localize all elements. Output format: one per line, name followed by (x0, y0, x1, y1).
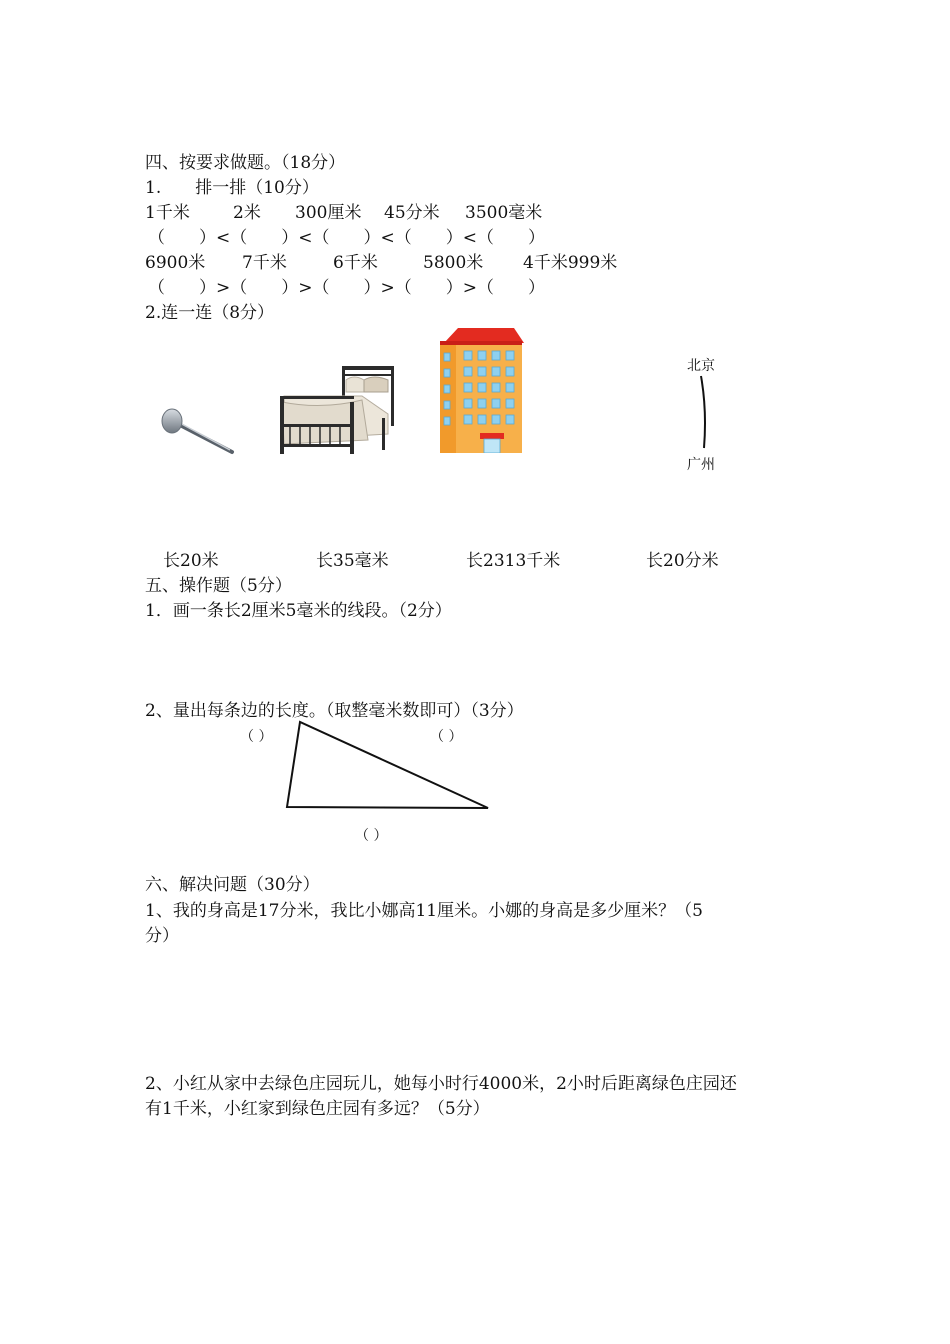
blank-bottom-side[interactable]: （ ） (355, 828, 388, 844)
bed-icon (276, 362, 398, 456)
row2-item: 6千米 (333, 253, 378, 273)
row2-blanks[interactable]: （ ）>（ ）>（ ）>（ ）>（ ） (148, 278, 545, 298)
row1-item: 45分米 (384, 203, 440, 223)
answer-label: 长20米 (163, 551, 219, 571)
row1-item: 1千米 (145, 203, 190, 223)
s6-q2-line2: 有1千米，小红家到绿色庄园有多远？（5分） (145, 1099, 490, 1119)
beijing-label: 北京 (687, 358, 715, 374)
row2-item: 4千米999米 (523, 253, 618, 273)
s6-q2-line1: 2、小红从家中去绿色庄园玩儿，她每小时行4000米，2小时后距离绿色庄园还 (145, 1074, 737, 1094)
row2-item: 5800米 (423, 253, 484, 273)
row1-blanks[interactable]: （ ）<（ ）<（ ）<（ ）<（ ） (148, 228, 545, 248)
blank-right-side[interactable]: （ ） (430, 729, 463, 745)
s6-q1-line2: 分） (145, 926, 179, 946)
s6-q1-line1: 1、我的身高是17分米，我比小娜高11厘米。小娜的身高是多少厘米？（5 (145, 901, 703, 921)
q1-title: 1. 排一排（10分） (145, 178, 319, 198)
answer-label: 长20分米 (646, 551, 719, 571)
route-line (695, 374, 715, 452)
section4-heading: 四、按要求做题。（18分） (145, 153, 346, 173)
row1-item: 2米 (233, 203, 261, 223)
guangzhou-label: 广州 (687, 457, 715, 473)
section6-heading: 六、解决问题（30分） (145, 875, 320, 895)
row1-item: 300厘米 (295, 203, 362, 223)
row1-item: 3500毫米 (465, 203, 543, 223)
row2-item: 6900米 (145, 253, 206, 273)
row2-item: 7千米 (242, 253, 287, 273)
blank-left-side[interactable]: （ ） (240, 729, 273, 745)
q2-title: 2.连一连（8分） (145, 303, 275, 323)
s5-q2: 2、量出每条边的长度。（取整毫米数即可）（3分） (145, 701, 524, 721)
building-icon (436, 325, 536, 453)
answer-label: 长35毫米 (316, 551, 389, 571)
nail-icon (150, 400, 240, 460)
triangle-figure (280, 716, 495, 814)
answer-label: 长2313千米 (466, 551, 561, 571)
section5-heading: 五、操作题（5分） (145, 576, 292, 596)
s5-q1: 1．画一条长2厘米5毫米的线段。（2分） (145, 601, 452, 621)
